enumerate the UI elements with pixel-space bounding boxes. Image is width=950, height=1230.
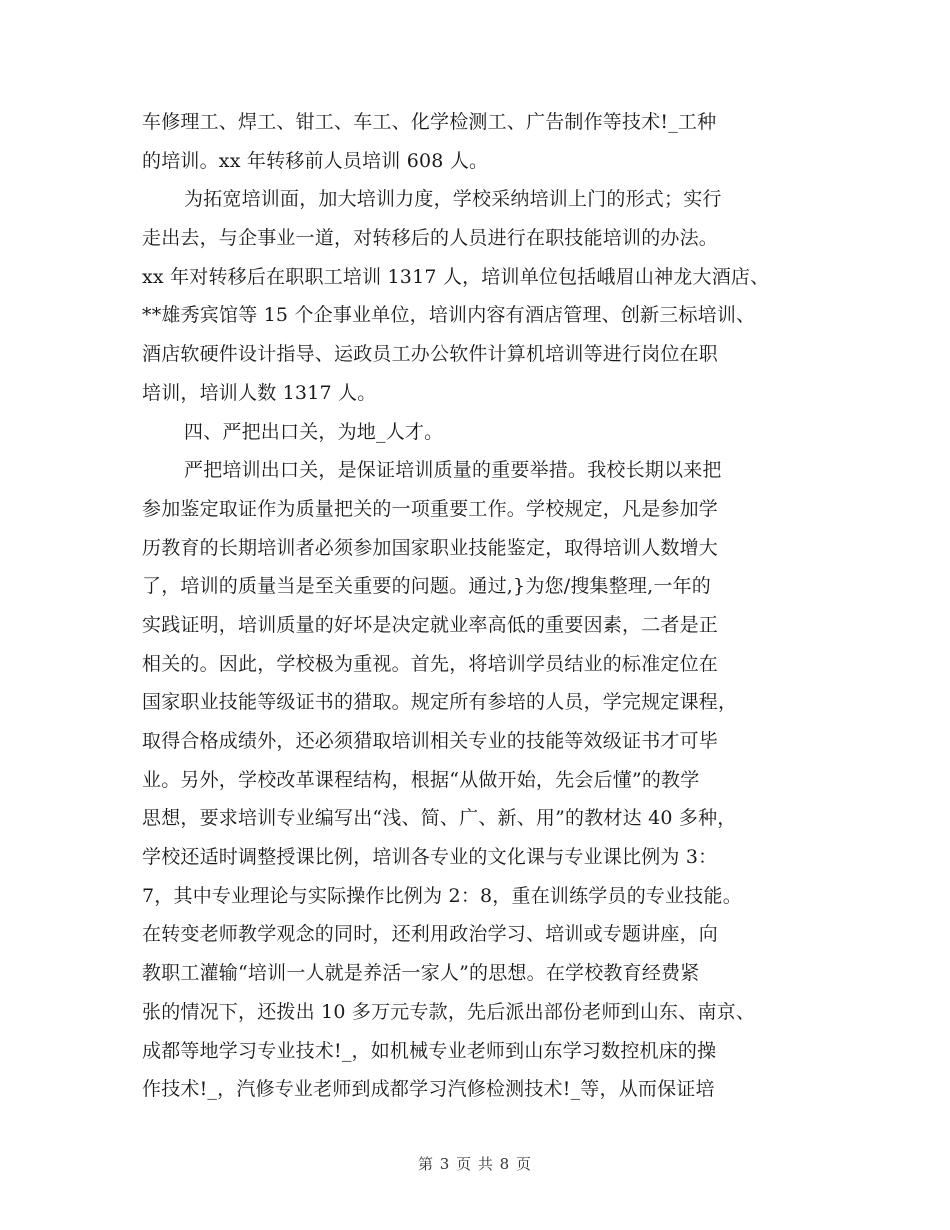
text-line: xx 年对转移后在职职工培训 1317 人，培训单位包括峨眉山神龙大酒店、 — [142, 265, 770, 288]
text-line: 国家职业技能等级证书的猎取。规定所有参培的人员，学完规定课程， — [142, 691, 738, 714]
text-line: 实践证明，培训质量的好坏是决定就业率高低的重要因素，二者是正 — [142, 613, 719, 636]
page-footer: 第 3 页 共 8 页 — [418, 1155, 532, 1173]
text-line: 为拓宽培训面，加大培训力度，学校采纳培训上门的形式；实行 — [184, 188, 722, 211]
text-line: 作技术!_，汽修专业老师到成都学习汽修检测技术!_等，从而保证培 — [142, 1078, 715, 1101]
text-line: 学校还适时调整授课比例，培训各专业的文化课与专业课比例为 3： — [142, 846, 718, 869]
text-line: 了，培训的质量当是至关重要的问题。通过,}为您/搜集整理,一年的 — [142, 575, 711, 598]
text-line: 在转变老师教学观念的同时，还利用政治学习、培训或专题讲座，向 — [142, 923, 719, 946]
text-line: 教职工灌输“培训一人就是养活一家人”的思想。在学校教育经费紧 — [142, 962, 700, 985]
text-line: 严把培训出口关，是保证培训质量的重要举措。我校长期以来把 — [184, 459, 722, 482]
text-line: 走出去，与企事业一道，对转移后的人员进行在职技能培训的办法。 — [142, 227, 719, 250]
text-line: 张的情况下，还拨出 10 多万元专款，先后派出部份老师到山东、南京、 — [142, 1000, 756, 1023]
text-line: 思想，要求培训专业编写出“浅、简、广、新、用”的教材达 40 多种， — [142, 807, 737, 830]
text-line: 参加鉴定取证作为质量把关的一项重要工作。学校规定，凡是参加学 — [142, 497, 719, 520]
text-line: 取得合格成绩外，还必须猎取培训相关专业的技能等效级证书才可毕 — [142, 730, 719, 752]
text-line: 车修理工、焊工、钳工、车工、化学检测工、广告制作等技术!_工种 — [142, 111, 717, 133]
text-line: 酒店软硬件设计指导、运政员工办公软件计算机培训等进行岗位在职 — [142, 343, 719, 366]
text-line: 相关的。因此，学校极为重视。首先，将培训学员结业的标准定位在 — [142, 652, 719, 675]
text-line: 业。另外，学校改革课程结构，根据“从做开始，先会后懂”的教学 — [142, 768, 700, 791]
text-line: **雄秀宾馆等 15 个企事业单位，培训内容有酒店管理、创新三标培训、 — [142, 304, 756, 327]
text-line: 的培训。xx 年转移前人员培训 608 人。 — [142, 149, 489, 172]
text-line: 四、严把出口关，为地_人才。 — [184, 420, 444, 443]
text-line: 成都等地学习专业技术!_，如机械专业老师到山东学习数控机床的操 — [142, 1039, 717, 1062]
text-line: 历教育的长期培训者必须参加国家职业技能鉴定，取得培训人数增大 — [142, 536, 719, 559]
text-line: 培训，培训人数 1317 人。 — [142, 381, 377, 404]
document-body — [142, 103, 832, 1109]
text-line: 7，其中专业理论与实际操作比例为 2：8，重在训练学员的专业技能。 — [142, 884, 742, 907]
